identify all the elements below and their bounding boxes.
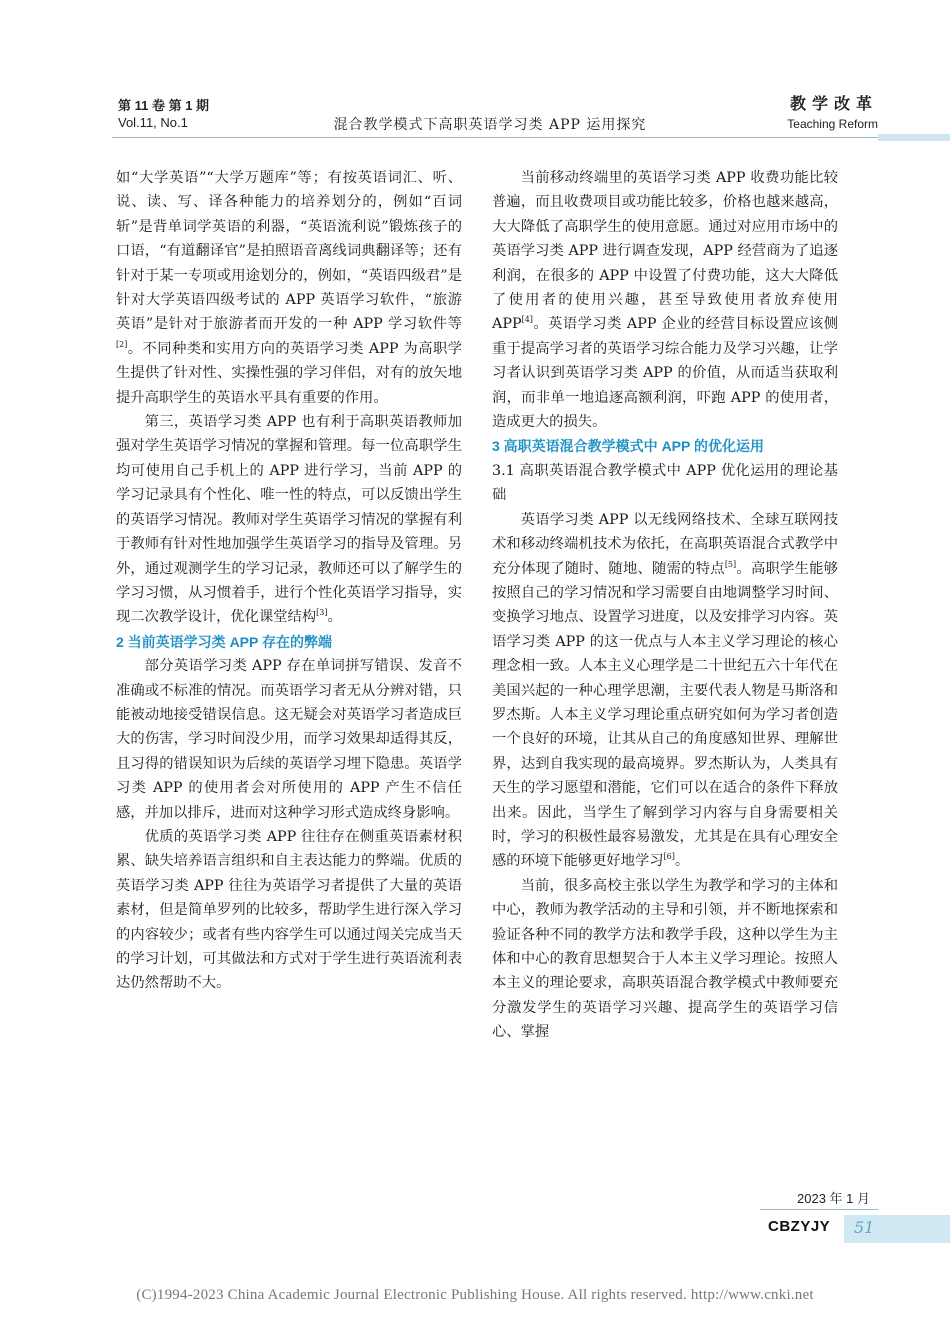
issue-info [118,97,209,131]
paragraph: 部分英语学习类 APP 存在单词拼写错误、发音不准确或不标准的情况。而英语学习者无从分辨对错，只能被动地接受错误信息。这无疑会对英语学习者造成巨大的伤害，学习时间没少用，而学习效果却适得其反，且习得的错误知识为后续的英语学习埋下隐患。英语学习类 APP 的使用者会对所使用的 APP 产生不信任感，并加以排斥，进而对这种学习形式造成终身影响。 [116,658,462,821]
subsection-heading-3-1: 3.1 高职英语混合教学模式中 APP 优化运用的理论基础 [492,462,838,504]
issue-cn: 第 11 卷 第 1 期 [118,98,210,113]
running-title: 混合教学模式下高职英语学习类 APP 运用探究 [333,117,647,133]
citation[interactable]: [3] [316,608,328,618]
paragraph: 英语学习类 APP 以无线网络技术、全球互联网技术和移动终端机技术为依托，在高职英语混合式教学中充分体现了随时、随地、随需的特点[5]。高职学生能够按照自己的学习情况和学习需要自由地调整学习时间、变换学习地点、设置学习进度，以及安排学习内容。英语学习类 APP 的这一优点与人本主义学习理论的核心理念相一致。人本主义心理学是二十世纪五六十年代在美国兴起的一种心理学思潮，主要代表人物是马斯洛和罗杰斯。人本主义学习理论重点研究如何为学习者创造一个良好的环境，让其从自己的角度感知世界、理解世界，达到自我实现的最高境界。罗杰斯认为，人类具有天生的学习愿望和潜能，它们可以在适合的条件下释放出来。因此，当学生了解到学习内容与自身需要相关时，学习的积极性最容易激发，尤其是在具有心理安全感的环境下能够更好地学习[6]。 [492,511,839,870]
citation[interactable]: [4] [521,315,533,325]
publication-date: 2023 年 1 月 [797,1191,870,1206]
journal-name-en: Teaching Reform [787,117,878,131]
citation[interactable]: [5] [724,559,737,569]
paragraph: 第三，英语学习类 APP 也有利于高职英语教师加强对学生英语学习情况的掌握和管理。每一位高职学生均可使用自己手机上的 APP 进行学习，当前 APP 的学习记录具有个性化、唯一性的特点，可以反馈出学生的英语学习情况。教师对学生英语学习情况的掌握有利于教师有针对性地加强学生英语学习的指导及管理。另外，通过观测学生的学习记录，教师还可以了解学生的学习习惯，从习惯着手，进行个性化英语学习指导，实现二次教学设计，优化课堂结构[3]。 [116,414,462,626]
paragraph: 优质的英语学习类 APP 往往存在侧重英语素材积累、缺失培养语言组织和自主表达能力的弊端。优质的英语学习类 APP 往往为英语学习者提供了大量的英语素材，但是简单罗列的比较多，帮助学生进行深入学习的内容较少；或者有些内容学生可以通过闯关完成当天的学习计划，可其做法和方式对于学生进行英语流利表达仍然帮助不大。 [116,828,462,992]
section-heading-2: 2 当前英语学习类 APP 存在的弊端 [116,633,332,650]
page-number: 51 [854,1218,875,1237]
paragraph: 如“大学英语”“大学万题库”等；有按英语词汇、听、说、读、写、译各种能力的培养划分的，例如“百词斩”是背单词学英语的利器，“英语流利说”锻炼孩子的口语，“有道翻译官”是拍照语音离线词典翻译等；还有针对于某一专项或用途划分的，例如，“英语四级君”是针对大学英语四级考试的 APP 英语学习软件，“旅游英语”是针对于旅游者而开发的一种 APP 学习软件等[2]。不同种类和实用方向的英语学习类 APP 为高职学生提供了针对性、实操性强的学习伴侣，对有的放矢地提升高职学生的英语水平具有重要的作用。 [116,170,462,406]
section-heading-3: 3 高职英语混合教学模式中 APP 的优化运用 [492,438,764,455]
footer-rule [760,1209,878,1210]
header-rule [112,137,878,138]
citation[interactable]: [6] [663,852,675,862]
citation[interactable]: [2] [116,339,128,349]
journal-code: CBZYJY [768,1218,831,1235]
journal-name-cn: 教学改革 [789,96,878,113]
page-badge [760,1215,950,1243]
paragraph: 当前，很多高校主张以学生为教学和学习的主体和中心，教师为教学活动的主导和引领，并不断地探索和验证各种不同的教学方法和教学手段，这种以学生为主体和中心的教育思想契合于人本主义学习理论。按照人本主义的理论要求，高职英语混合教学模式中教师要充分激发学生的英语学习兴趣、提高学生的英语学习信心、掌握 [492,877,838,1041]
journal-name [787,94,878,132]
paragraph: 当前移动终端里的英语学习类 APP 收费功能比较普遍，而且收费项目或功能比较多，价格也越来越高，大大降低了高职学生的使用意愿。通过对应用市场中的英语学习类 APP 进行调查发现，APP 经营商为了追逐利润，在很多的 APP 中设置了付费功能，这大大降低了使用者的使用兴趣，甚至导致使用者放弃使用 APP[4]。英语学习类 APP 企业的经营目标设置应该侧重于提高学习者的英语学习综合能力及学习兴趣，让学习者认识到英语学习类 APP 的价值，从而适当获取利润，而非单一地追逐高额利润，吓跑 APP 的使用者，造成更大的损失。 [492,170,838,431]
copyright-notice: (C)1994-2023 China Academic Journal Electronic Publishing House. All rights reserved. http://www.cnki.net [136,1287,814,1303]
right-column [492,166,838,1045]
issue-en: Vol.11, No.1 [118,115,188,130]
left-column [116,166,462,996]
header-band [878,134,950,141]
